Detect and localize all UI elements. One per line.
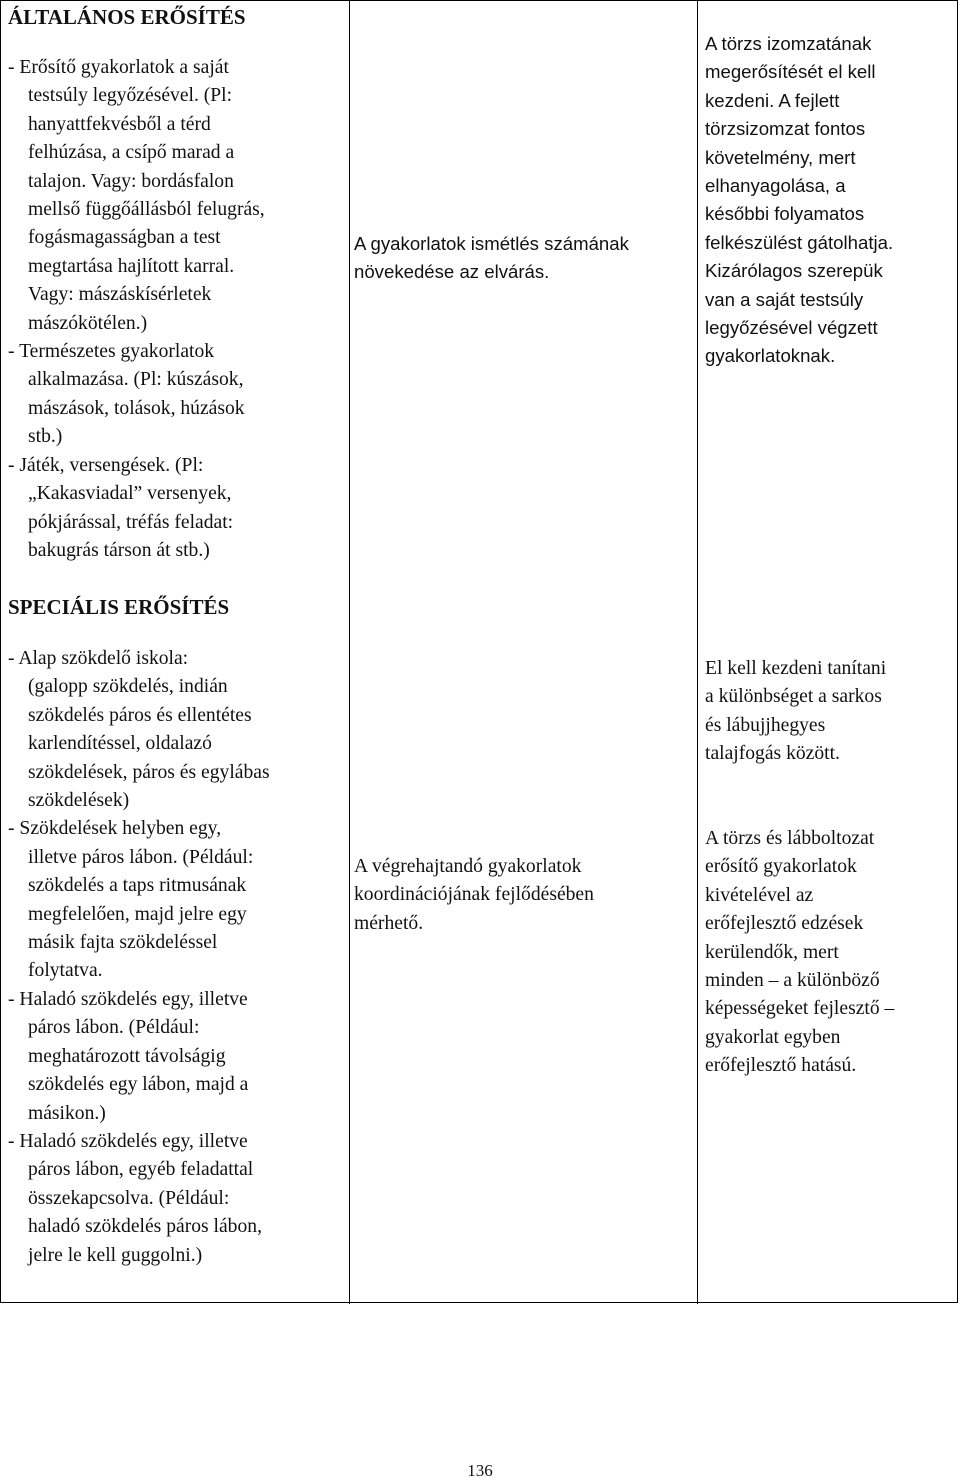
section-heading-general: ÁLTALÁNOS ERŐSÍTÉS	[8, 5, 246, 29]
text-line: megerősítését el kell	[705, 61, 876, 83]
text-line: későbbi folyamatos	[705, 203, 865, 225]
list-item-line: haladó szökdelés páros lábon,	[28, 1216, 262, 1238]
special-exercises-list	[8, 645, 343, 1270]
list-item-line: pókjárással, tréfás feladat:	[28, 511, 234, 533]
list-item-line: - Erősítő gyakorlatok a saját	[8, 57, 229, 78]
general-notes-text	[705, 30, 955, 371]
list-item-line: szökdelés egy lábon, majd a	[28, 1074, 249, 1096]
text-line: van a saját testsúly	[705, 288, 864, 310]
list-item-line: szökdelések)	[28, 790, 130, 812]
list-item-line: Vagy: mászáskísérletek	[28, 284, 212, 306]
column-divider	[349, 1, 350, 1304]
list-item-line: felhúzása, a csípő marad a	[28, 142, 235, 164]
list-item-line: másik fajta szökdeléssel	[28, 932, 218, 954]
text-line: elhanyagolása, a	[705, 175, 846, 197]
list-item-line: szökdelés páros és ellentétes	[28, 704, 252, 726]
list-item-line: megfelelően, majd jelre egy	[28, 903, 247, 925]
list-item-line: - Játék, versengések. (Pl:	[8, 454, 204, 476]
text-line: képességeket fejlesztő –	[705, 998, 895, 1020]
list-item-line: szökdelés a taps ritmusának	[28, 875, 247, 897]
text-line: a különbséget a sarkos	[705, 686, 882, 708]
special-notes-text-1	[705, 655, 955, 769]
text-line: gyakorlatoknak.	[705, 345, 836, 367]
special-expectation-text	[354, 853, 692, 938]
list-item-line: mellső függőállásból felugrás,	[28, 199, 265, 221]
text-line: A törzs és lábboltozat	[705, 828, 875, 849]
text-line: A gyakorlatok ismétlés számának	[354, 233, 629, 254]
text-line: erőfejlesztő hatású.	[705, 1055, 857, 1077]
text-line: El kell kezdeni tanítani	[705, 658, 887, 679]
list-item-line: folytatva.	[28, 960, 103, 982]
list-item-line: stb.)	[28, 426, 63, 448]
list-item-line: - Haladó szökdelés egy, illetve	[8, 988, 248, 1010]
text-line: erősítő gyakorlatok	[705, 856, 857, 878]
text-line: Kizárólagos szerepük	[705, 260, 883, 282]
special-notes-text-2	[705, 825, 955, 1081]
section-heading-special: SPECIÁLIS ERŐSÍTÉS	[8, 595, 230, 619]
text-line: kerülendők, mert	[705, 941, 839, 963]
list-item-line: - Természetes gyakorlatok	[8, 341, 215, 363]
text-line: mérhető.	[354, 912, 424, 934]
list-item-line: talajon. Vagy: bordásfalon	[28, 170, 234, 192]
list-item-line: mászókötélen.)	[28, 312, 148, 334]
text-line: koordinációjának fejlődésében	[354, 884, 594, 906]
list-item-line: másikon.)	[28, 1102, 106, 1124]
list-item-line: összekapcsolva. (Például:	[28, 1187, 230, 1209]
list-item-line: karlendítéssel, oldalazó	[28, 733, 212, 755]
list-item-line: fogásmagasságban a test	[28, 227, 221, 249]
list-item-line: alkalmazása. (Pl: kúszások,	[28, 369, 244, 391]
text-line: törzsizomzat fontos	[705, 118, 866, 140]
list-item-line: testsúly legyőzésével. (Pl:	[28, 85, 233, 107]
text-line: kezdeni. A fejlett	[705, 89, 840, 111]
text-line: A törzs izomzatának	[705, 33, 872, 54]
list-item-line: szökdelések, páros és egylábas	[28, 761, 270, 783]
list-item-line: hanyattfekvésből a térd	[28, 113, 211, 135]
text-line: A végrehajtandó gyakorlatok	[354, 856, 582, 877]
text-line: talajfogás között.	[705, 743, 840, 765]
general-exercises-list	[8, 54, 343, 565]
general-expectation-text	[354, 230, 692, 287]
list-item-line: páros lábon, egyéb feladattal	[28, 1159, 254, 1181]
list-item-line: - Szökdelések helyben egy,	[8, 818, 222, 840]
text-line: minden – a különböző	[705, 970, 880, 992]
text-line: növekedése az elvárás.	[354, 261, 550, 283]
text-line: követelmény, mert	[705, 146, 856, 168]
text-line: gyakorlat egyben	[705, 1026, 841, 1048]
text-line: legyőzésével végzett	[705, 317, 878, 339]
list-item-line: - Alap szökdelő iskola:	[8, 648, 189, 669]
list-item-line: - Haladó szökdelés egy, illetve	[8, 1130, 248, 1152]
list-item-line: megtartása hajlított karral.	[28, 255, 235, 277]
column-divider	[697, 1, 698, 1304]
list-item-line: „Kakasviadal” versenyek,	[28, 483, 232, 505]
list-item-line: bakugrás társon át stb.)	[28, 539, 210, 561]
text-line: kivételével az	[705, 884, 814, 906]
list-item-line: mászások, tolások, húzások	[28, 397, 245, 419]
list-item-line: illetve páros lábon. (Például:	[28, 846, 254, 868]
text-line: erőfejlesztő edzések	[705, 913, 864, 935]
list-item-line: meghatározott távolságig	[28, 1045, 226, 1067]
list-item-line: páros lábon. (Például:	[28, 1017, 200, 1039]
text-line: felkészülést gátolhatja.	[705, 231, 894, 253]
list-item-line: (galopp szökdelés, indián	[28, 676, 228, 698]
text-line: és lábujjhegyes	[705, 714, 826, 736]
list-item-line: jelre le kell guggolni.)	[28, 1244, 203, 1266]
page-number: 136	[467, 1461, 493, 1480]
